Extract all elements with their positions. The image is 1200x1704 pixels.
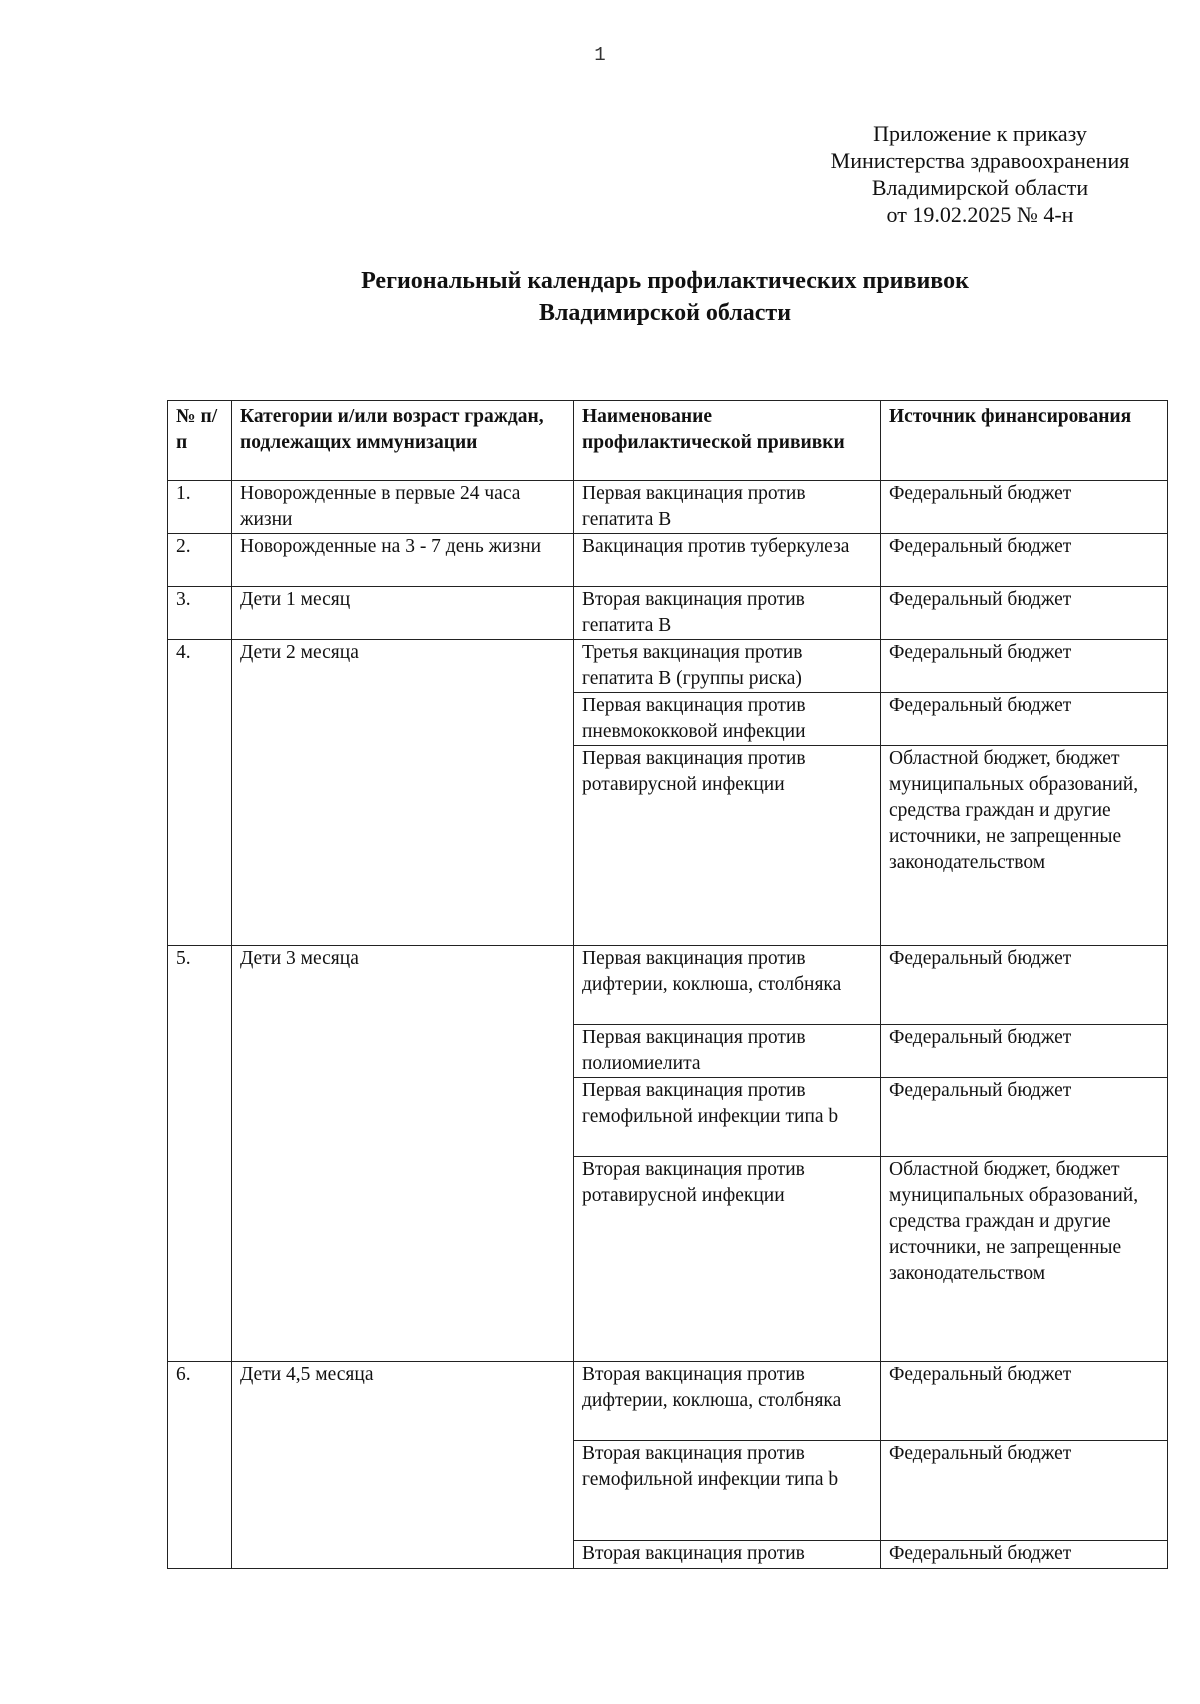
row-vaccination: Третья вакцинация против гепатита В (группы риска) xyxy=(574,640,881,693)
row-funding: Федеральный бюджет xyxy=(881,481,1168,534)
row-vaccination: Первая вакцинация против гепатита В xyxy=(574,481,881,534)
row-num: 4. xyxy=(168,640,232,946)
header-line-4: от 19.02.2025 № 4-н xyxy=(886,202,1074,227)
table-row xyxy=(168,1362,1168,1441)
row-vaccination: Вторая вакцинация против гепатита В xyxy=(574,587,881,640)
row-funding: Областной бюджет, бюджет муниципальных образований, средства граждан и другие источники, не запрещенные законодательством xyxy=(881,746,1168,946)
row-funding: Федеральный бюджет xyxy=(881,1541,1168,1569)
row-funding: Федеральный бюджет xyxy=(881,640,1168,693)
row-vaccination: Первая вакцинация против ротавирусной инфекции xyxy=(574,746,881,946)
row-num: 3. xyxy=(168,587,232,640)
row-category: Дети 3 месяца xyxy=(232,946,574,1362)
row-num: 2. xyxy=(168,534,232,587)
table-row xyxy=(168,946,1168,1025)
row-category: Дети 2 месяца xyxy=(232,640,574,946)
row-category: Новорожденные в первые 24 часа жизни xyxy=(232,481,574,534)
table-header-row xyxy=(168,401,1168,481)
row-vaccination: Вторая вакцинация против дифтерии, коклюша, столбняка xyxy=(574,1362,881,1441)
header-vaccination: Наименование профилактической прививки xyxy=(574,401,881,481)
order-appendix-header xyxy=(800,120,1160,228)
header-line-1: Приложение к приказу xyxy=(873,121,1087,146)
row-category: Новорожденные на 3 - 7 день жизни xyxy=(232,534,574,587)
row-funding: Федеральный бюджет xyxy=(881,534,1168,587)
row-funding: Федеральный бюджет xyxy=(881,1441,1168,1541)
header-category: Категории и/или возраст граждан, подлежащих иммунизации xyxy=(232,401,574,481)
row-num: 1. xyxy=(168,481,232,534)
table-row xyxy=(168,640,1168,693)
row-funding: Федеральный бюджет xyxy=(881,1025,1168,1078)
row-num: 5. xyxy=(168,946,232,1362)
row-category: Дети 1 месяц xyxy=(232,587,574,640)
document-title xyxy=(150,265,1180,329)
title-line-2: Владимирской области xyxy=(538,300,792,326)
row-vaccination: Первая вакцинация против пневмококковой инфекции xyxy=(574,693,881,746)
table-row xyxy=(168,481,1168,534)
title-line-1: Региональный календарь профилактических прививок xyxy=(361,268,969,294)
row-funding: Федеральный бюджет xyxy=(881,1362,1168,1441)
row-vaccination: Первая вакцинация против полиомиелита xyxy=(574,1025,881,1078)
row-funding: Федеральный бюджет xyxy=(881,693,1168,746)
header-line-3: Владимирской области xyxy=(871,175,1089,200)
table-row xyxy=(168,534,1168,587)
vaccination-calendar-table xyxy=(167,400,1168,1569)
row-category: Дети 4,5 месяца xyxy=(232,1362,574,1569)
row-funding: Федеральный бюджет xyxy=(881,587,1168,640)
row-vaccination: Вторая вакцинация против xyxy=(574,1541,881,1569)
header-funding: Источник финансирования xyxy=(881,401,1168,481)
row-vaccination: Первая вакцинация против гемофильной инфекции типа b xyxy=(574,1078,881,1157)
row-funding: Федеральный бюджет xyxy=(881,946,1168,1025)
row-num: 6. xyxy=(168,1362,232,1569)
page-number: 1 xyxy=(594,44,606,66)
row-vaccination: Вакцинация против туберкулеза xyxy=(574,534,881,587)
header-line-2: Министерства здравоохранения xyxy=(830,148,1130,173)
table-row xyxy=(168,587,1168,640)
row-funding: Федеральный бюджет xyxy=(881,1078,1168,1157)
row-vaccination: Первая вакцинация против дифтерии, коклюша, столбняка xyxy=(574,946,881,1025)
header-num: № п/п xyxy=(168,401,232,481)
row-vaccination: Вторая вакцинация против гемофильной инфекции типа b xyxy=(574,1441,881,1541)
row-vaccination: Вторая вакцинация против ротавирусной инфекции xyxy=(574,1157,881,1362)
row-funding: Областной бюджет, бюджет муниципальных образований, средства граждан и другие источники, не запрещенные законодательством xyxy=(881,1157,1168,1362)
